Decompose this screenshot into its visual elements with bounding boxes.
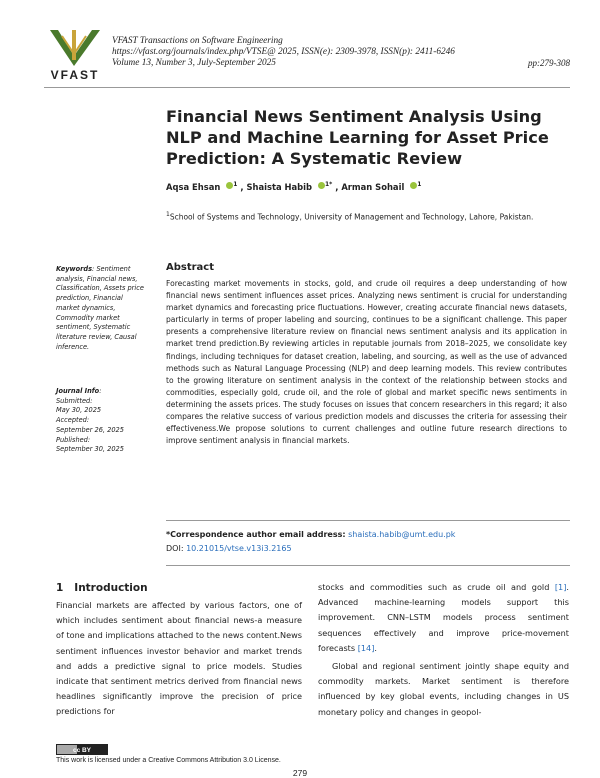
journal-name: VFAST Transactions on Software Engineering <box>112 36 283 46</box>
page-number: 279 <box>292 768 308 778</box>
section-heading <box>56 582 148 594</box>
doi-link[interactable]: 10.21015/vtse.v13i3.2165 <box>186 544 292 553</box>
cc-badge-text: cc BY <box>72 747 92 754</box>
page-range: pp:279-308 <box>528 58 570 68</box>
intro-column-right <box>318 580 569 720</box>
logo-mark <box>50 30 100 66</box>
correspondence-label: *Correspondence author email address: <box>166 530 346 539</box>
author-name: Aqsa Ehsan <box>166 181 221 192</box>
citation-link[interactable]: [14] <box>357 642 375 653</box>
submitted-date: May 30, 2025 <box>56 406 102 415</box>
accepted-date: September 26, 2025 <box>56 425 124 434</box>
author-affil-sup: 1 <box>233 181 238 188</box>
affiliation-sup: 1 <box>166 211 170 218</box>
citation-link[interactable]: [1] <box>554 582 567 592</box>
intro-paragraph <box>318 580 569 656</box>
cc-license-badge[interactable] <box>56 744 108 755</box>
license-text: This work is licensed under a Creative Commons Attribution 3.0 License. <box>56 757 281 764</box>
paper-title: Financial News Sentiment Analysis Using NLP and Machine Learning for Asset Price Prediction: A Systematic Review <box>166 107 549 168</box>
author-separator: , <box>332 181 339 192</box>
orcid-icon[interactable] <box>318 182 325 189</box>
journal-info-label: Journal Info <box>56 387 100 395</box>
author-separator: , <box>237 181 244 192</box>
paragraph-text: . <box>374 642 377 653</box>
affiliation-text: School of Systems and Technology, University of Management and Technology, Lahore, Pakistan. <box>169 212 534 222</box>
paragraph-text: stocks and commodities such as crude oil and gold <box>318 582 555 592</box>
doi-line <box>166 544 292 553</box>
keywords-label: Keywords <box>56 265 93 273</box>
section-divider <box>166 565 570 566</box>
published-label: Published: <box>56 435 91 444</box>
accepted-label: Accepted: <box>56 416 90 425</box>
author-name: Shaista Habib <box>246 181 313 192</box>
journal-volume: Volume 13, Number 3, July-September 2025 <box>112 58 276 68</box>
intro-paragraph: Global and regional sentiment jointly shape equity and commodity markets. Market sentiment is therefore influenced by key global events, including changes in US monetary policy and changes in geopol- <box>318 661 569 717</box>
section-number: 1 <box>56 582 64 594</box>
journal-info-colon: : <box>99 387 102 395</box>
journal-url-issn[interactable]: https://vfast.org/journals/index.php/VTSE@ 2025, ISSN(e): 2309-3978, ISSN(p): 2411-6246 <box>112 47 455 57</box>
keywords-text: : Sentiment analysis, Financial news, Classification, Assets price prediction, Financial market dynamics, Commodity market sentiment, Systematic literature review, Causal inference. <box>56 265 144 351</box>
journal-info-block <box>56 387 148 455</box>
abstract-text: Forecasting market movements in stocks, gold, and crude oil requires a deep understanding of how financial news sentiment influences asset prices. Analyzing news sentiment is crucial for understanding market dynamics and forecasting price fluctuations. However, creating accurate financial news datasets, particularly in terms of proper labeling and sourcing, continues to be a significant challenge. This paper presents a comprehensive literature review on financial news sentiment analysis and its application in market trend prediction.By reviewing articles in reputable journals from 2018–2025, we consolidate key findings, including techniques for dataset creation, labeling, and sourcing, as well as the use of advanced methods such as Natural Language Processing (NLP) and deep learning models. This review contributes to the growing literature on sentiment analysis in the context of the relationship between stocks and commodities, especially gold, crude oil, and the role of global and market specific news sentiments in determining the assets prices. The study focuses on issues that concern researchers in this regard; it also compares the relative success of various prediction models and discusses the criteria for assessing their effectiveness.We propose solutions to current challenges and outline future research directions to improve sentiment analysis in financial markets. <box>166 279 567 446</box>
journal-info-heading <box>56 387 148 397</box>
abstract-heading: Abstract <box>166 262 215 273</box>
submitted-label: Submitted: <box>56 396 93 405</box>
correspondence-line <box>166 530 455 539</box>
paragraph-text: . Advanced machine-learning models support this improvement. CNN–LSTM models process sentiment sequences effectively and improve price-movement forecasts <box>318 582 569 653</box>
author-name: Arman Sohail <box>341 181 405 192</box>
section-title: Introduction <box>74 582 148 594</box>
author-affil-sup: 1* <box>324 181 333 188</box>
doi-label: DOI: <box>166 544 184 553</box>
header-divider <box>44 87 570 88</box>
published-date: September 30, 2025 <box>56 445 124 454</box>
keywords-block <box>56 265 148 352</box>
abstract-divider <box>166 520 570 521</box>
affiliation <box>166 211 533 222</box>
logo-text: VFAST <box>50 68 100 82</box>
author-list <box>166 181 421 192</box>
journal-logo <box>44 26 106 82</box>
journal-header <box>112 36 572 69</box>
intro-column-left: Financial markets are affected by various factors, one of which includes sentiment about financial news-a measure of tone and implications attached to the news content.News sentiment influences investor behavior and market trends and adds a predictive signal to price models. Studies indicate that sentiment metrics derived from financial news headlines significantly improve the precision of price predictions for <box>56 600 302 717</box>
author-affil-sup: 1 <box>417 181 422 188</box>
correspondence-email[interactable]: shaista.habib@umt.edu.pk <box>348 530 456 539</box>
